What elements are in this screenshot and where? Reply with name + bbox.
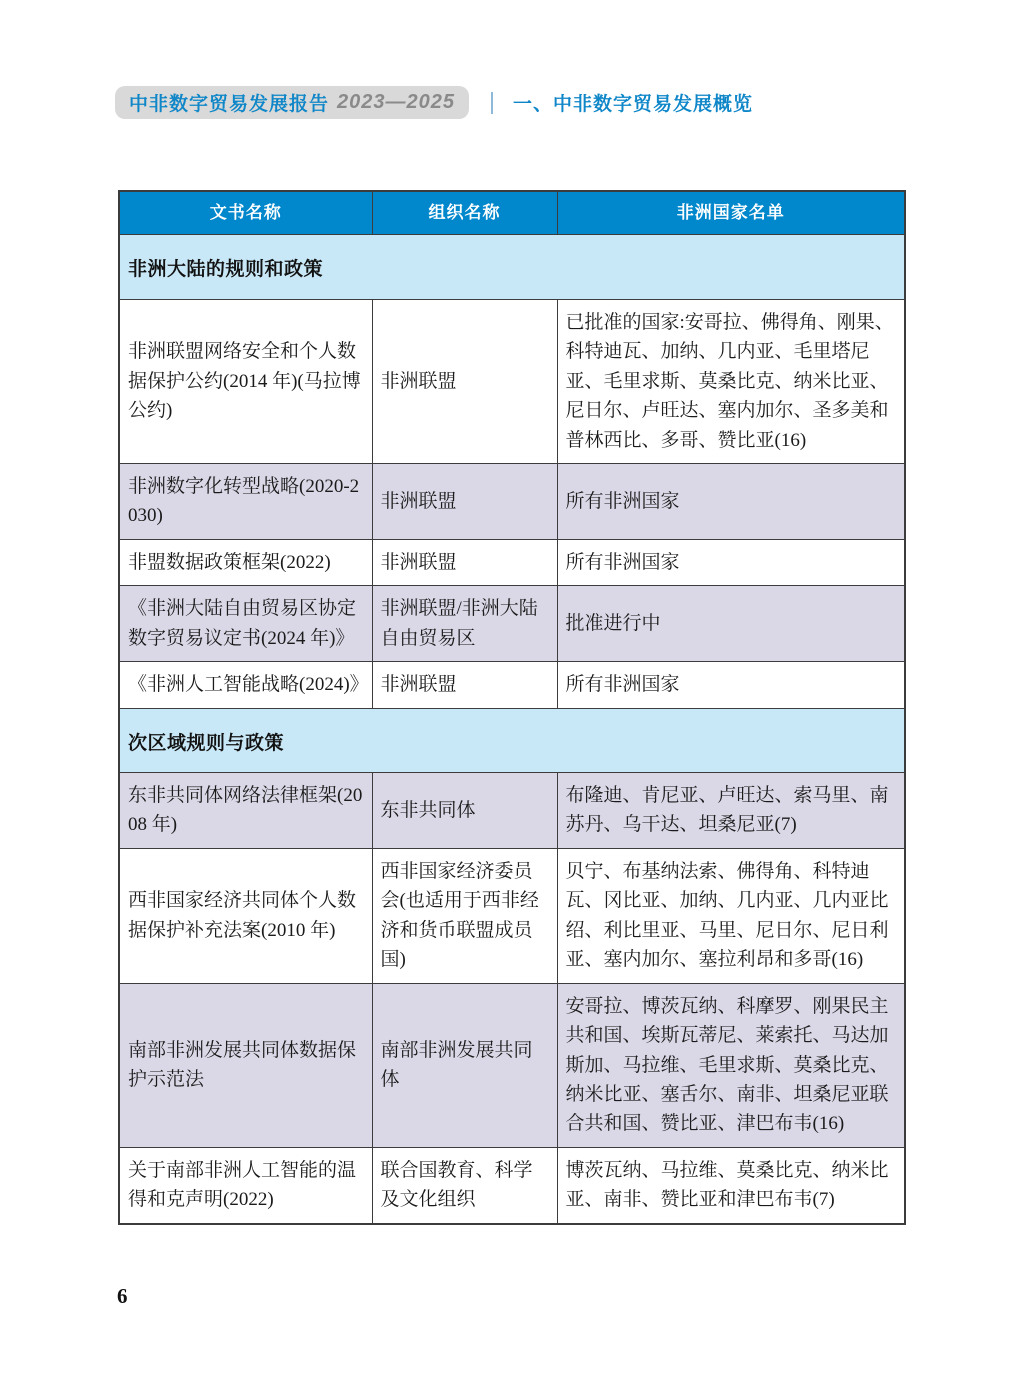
org-name-cell: 非洲联盟 xyxy=(372,463,557,539)
doc-name-cell: 非洲联盟网络安全和个人数据保护公约(2014 年)(马拉博公约) xyxy=(119,299,372,463)
doc-name-cell: 非盟数据政策框架(2022) xyxy=(119,539,372,585)
table-row xyxy=(119,773,905,849)
countries-cell: 博茨瓦纳、马拉维、莫桑比克、纳米比亚、南非、赞比亚和津巴布韦(7) xyxy=(557,1147,905,1223)
section-row xyxy=(119,708,905,772)
org-name-cell: 东非共同体 xyxy=(372,773,557,849)
chapter-title: 一、中非数字贸易发展概览 xyxy=(513,94,754,115)
table-row xyxy=(119,1147,905,1223)
countries-cell: 批准进行中 xyxy=(557,586,905,662)
page-number: 6 xyxy=(117,1284,128,1308)
table-row xyxy=(119,463,905,539)
report-title: 中非数字贸易发展报告 xyxy=(129,93,330,115)
countries-cell: 已批准的国家:安哥拉、佛得角、刚果、科特迪瓦、加纳、几内亚、毛里塔尼亚、毛里求斯、莫桑比克、纳米比亚、尼日尔、卢旺达、塞内加尔、圣多美和普林西比、多哥、赞比亚(16) xyxy=(557,299,905,463)
table-row xyxy=(119,662,905,708)
section-title: 非洲大陆的规则和政策 xyxy=(119,235,905,299)
org-name-cell: 西非国家经济委员会(也适用于西非经济和货币联盟成员国) xyxy=(372,848,557,983)
org-name-cell: 非洲联盟 xyxy=(372,299,557,463)
table-row xyxy=(119,848,905,983)
col-header-document: 文书名称 xyxy=(119,191,372,235)
table-header-row xyxy=(119,191,905,235)
doc-name-cell: 《非洲人工智能战略(2024)》 xyxy=(119,662,372,708)
table-body xyxy=(119,235,905,1224)
report-title-badge xyxy=(115,86,469,119)
doc-name-cell: 关于南部非洲人工智能的温得和克声明(2022) xyxy=(119,1147,372,1223)
table-row xyxy=(119,586,905,662)
col-header-countries: 非洲国家名单 xyxy=(557,191,905,235)
countries-cell: 所有非洲国家 xyxy=(557,539,905,585)
countries-cell: 所有非洲国家 xyxy=(557,662,905,708)
countries-cell: 安哥拉、博茨瓦纳、科摩罗、刚果民主共和国、埃斯瓦蒂尼、莱索托、马达加斯加、马拉维、毛里求斯、莫桑比克、纳米比亚、塞舌尔、南非、坦桑尼亚联合共和国、赞比亚、津巴布韦(16) xyxy=(557,983,905,1147)
section-title: 次区域规则与政策 xyxy=(119,708,905,772)
doc-name-cell: 非洲数字化转型战略(2020-2030) xyxy=(119,463,372,539)
countries-cell: 贝宁、布基纳法索、佛得角、科特迪瓦、冈比亚、加纳、几内亚、几内亚比绍、利比里亚、马里、尼日尔、尼日利亚、塞内加尔、塞拉利昂和多哥(16) xyxy=(557,848,905,983)
org-name-cell: 非洲联盟/非洲大陆自由贸易区 xyxy=(372,586,557,662)
org-name-cell: 联合国教育、科学及文化组织 xyxy=(372,1147,557,1223)
org-name-cell: 非洲联盟 xyxy=(372,539,557,585)
doc-name-cell: 东非共同体网络法律框架(2008 年) xyxy=(119,773,372,849)
doc-name-cell: 《非洲大陆自由贸易区协定数字贸易议定书(2024 年)》 xyxy=(119,586,372,662)
org-name-cell: 南部非洲发展共同体 xyxy=(372,983,557,1147)
documents-table xyxy=(118,190,906,1225)
table-row xyxy=(119,299,905,463)
section-row xyxy=(119,235,905,299)
table-row xyxy=(119,539,905,585)
countries-cell: 布隆迪、肯尼亚、卢旺达、索马里、南苏丹、乌干达、坦桑尼亚(7) xyxy=(557,773,905,849)
countries-cell: 所有非洲国家 xyxy=(557,463,905,539)
header-divider xyxy=(491,92,493,114)
col-header-organization: 组织名称 xyxy=(372,191,557,235)
table-row xyxy=(119,983,905,1147)
org-name-cell: 非洲联盟 xyxy=(372,662,557,708)
page-header xyxy=(115,86,753,119)
report-years: 2023—2025 xyxy=(337,90,455,113)
doc-name-cell: 南部非洲发展共同体数据保护示范法 xyxy=(119,983,372,1147)
doc-name-cell: 西非国家经济共同体个人数据保护补充法案(2010 年) xyxy=(119,848,372,983)
